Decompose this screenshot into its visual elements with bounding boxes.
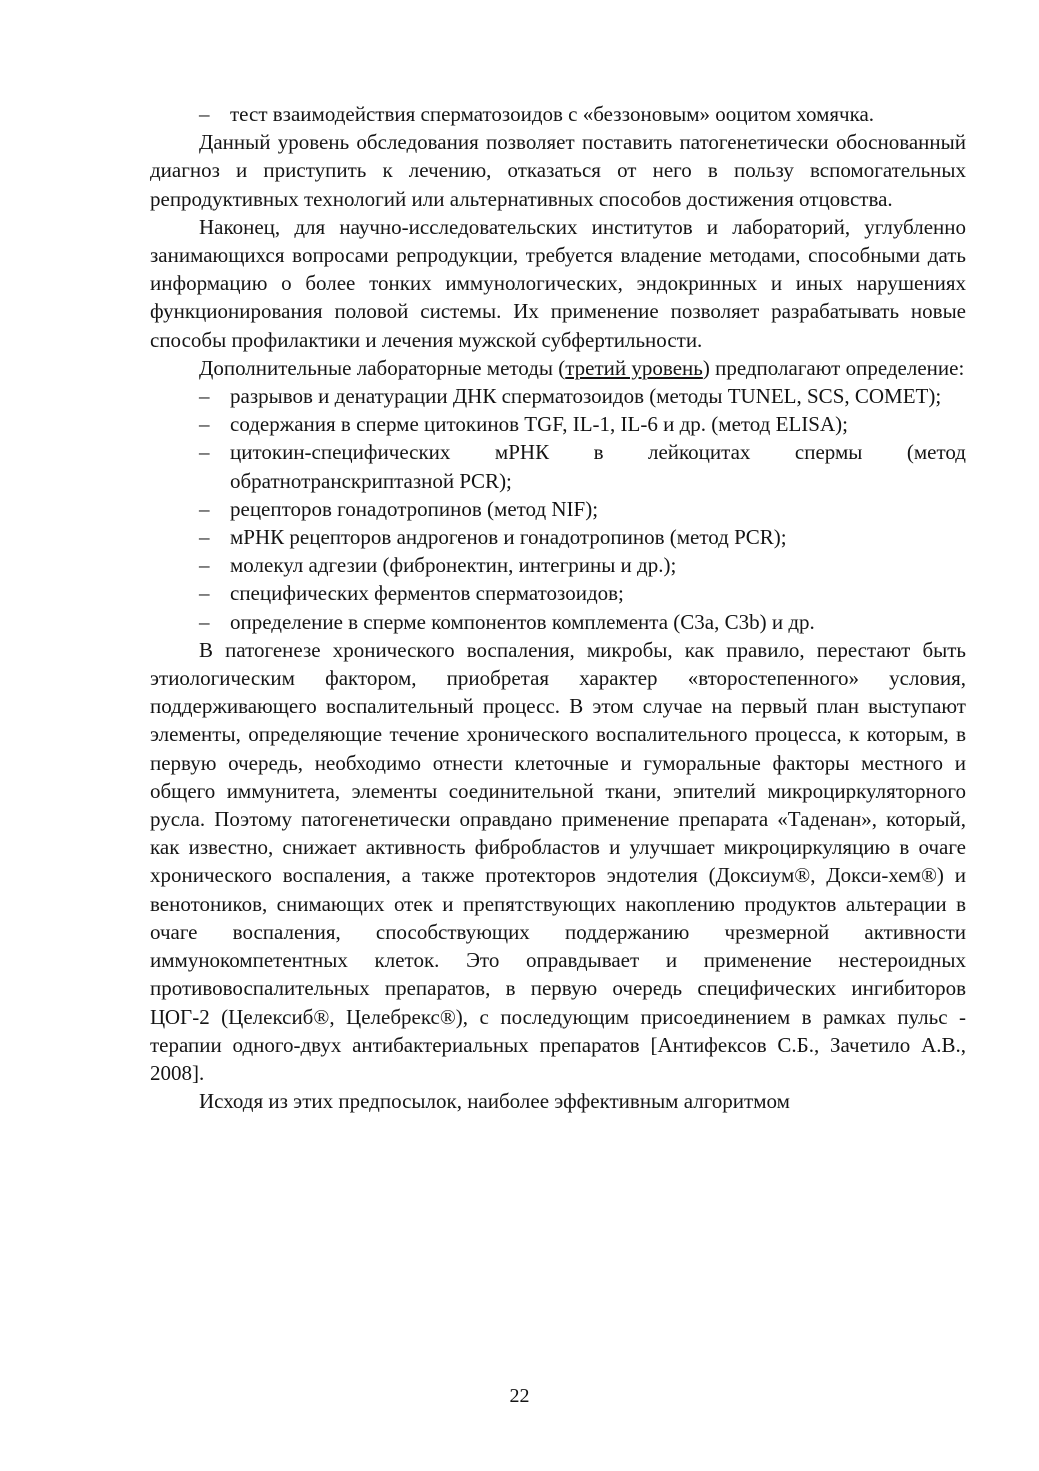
list-item [199,551,966,579]
paragraph-algorithm: Исходя из этих предпосылок, наиболее эффективным алгоритмом [199,1089,790,1114]
paragraph-diagnosis: Данный уровень обследования позволяет поставить патогенетически обоснованный диагноз и приступить к лечению, отказаться от него в пользу вспомогательных репродуктивных технологий или альтернативных способов достижения отцовства. [150,130,966,211]
list-dash: – [199,525,210,550]
list-dash: – [199,609,210,634]
paragraph-text: Дополнительные лабораторные методы ( [199,355,566,380]
list-item-text: молекул адгезии (фибронектин, интегрины и др.); [230,553,677,578]
paragraph-research-institutes: Наконец, для научно-исследовательских институтов и лабораторий, углубленно занимающихся вопросами репродукции, требуется владение методами, способными дать информацию о более тонких иммунологических, эндокринных и иных нарушениях функционирования половой системы. Их применение позволяет разрабатывать новые способы профилактики и лечения мужской субфертильности. [150,214,966,352]
list-item-text: мРНК рецепторов андрогенов и гонадотропинов (метод PCR); [230,525,787,550]
list-item [199,608,966,636]
list-dash: – [199,581,210,606]
list-dash: – [199,440,210,465]
list-item [199,382,966,410]
list-item-text: определение в сперме компонентов комплемента (C3a, C3b) и др. [230,609,815,634]
list-item [199,495,966,523]
paragraph-pathogenesis: В патогенезе хронического воспаления, микробы, как правило, перестают быть этиологическим фактором, приобретая характер «второстепенного» условия, поддерживающего воспалительный процесс. В этом случае на первый план выступают элементы, определяющие течение хронического воспалительного процесса, к которым, в первую очередь, необходимо отнести клеточные и гуморальные факторы местного и общего иммунитета, элементы соединительной ткани, эпителий микроциркуляторного русла. Поэтому патогенетически оправдано применение препарата «Таденан», который, как известно, снижает активность фибробластов и улучшает микроциркуляцию в очаге хронического воспаления, а также протекторов эндотелия (Доксиум®, Докси-хем®) и венотоников, снимающих отек и препятствующих накоплению продуктов альтерации в очаге воспаления, способствующих поддержанию чрезмерной активности иммунокомпетентных клеток. Это оправдывает и применение нестероидных противовоспалительных препаратов, в первую очередь специфических ингибиторов ЦОГ-2 (Целексиб®, Целебрекс®), с последующим присоединением в рамках пульс - терапии одного-двух антибактериальных препаратов [Антифексов С.Б., Зачетило А.В., 2008]. [150,637,966,1085]
list-item-text: содержания в сперме цитокинов TGF, IL-1, IL-6 и др. (метод ELISA); [230,412,848,437]
list-item [199,523,966,551]
list-item-text: цитокин-специфических мРНК в лейкоцитах спермы (метод обратнотранскриптазной PCR); [230,440,966,493]
list-item [199,410,966,438]
page-number: 22 [509,1385,530,1407]
list-item-text: специфических ферментов сперматозоидов; [230,581,624,606]
page-body [150,100,966,1115]
underlined-term: третий уровень [565,355,703,380]
list-item [199,438,966,494]
list-item [199,579,966,607]
paragraph-third-level [150,354,966,382]
list-dash: – [199,553,210,578]
methods-list [150,382,966,636]
list-dash: – [199,412,210,437]
list-item-text: рецепторов гонадотропинов (метод NIF); [230,496,599,521]
paragraph-text: ) предполагают определение: [702,355,965,380]
list-item-text: разрывов и денатурации ДНК сперматозоидов (методы TUNEL, SCS, COMET); [230,384,942,409]
top-list [150,100,966,128]
list-dash: – [199,384,210,409]
list-item-text: тест взаимодействия сперматозоидов с «беззоновым» ооцитом хомячка. [230,102,875,126]
list-dash: – [199,496,210,521]
list-dash: – [199,102,210,126]
list-item [199,100,966,128]
